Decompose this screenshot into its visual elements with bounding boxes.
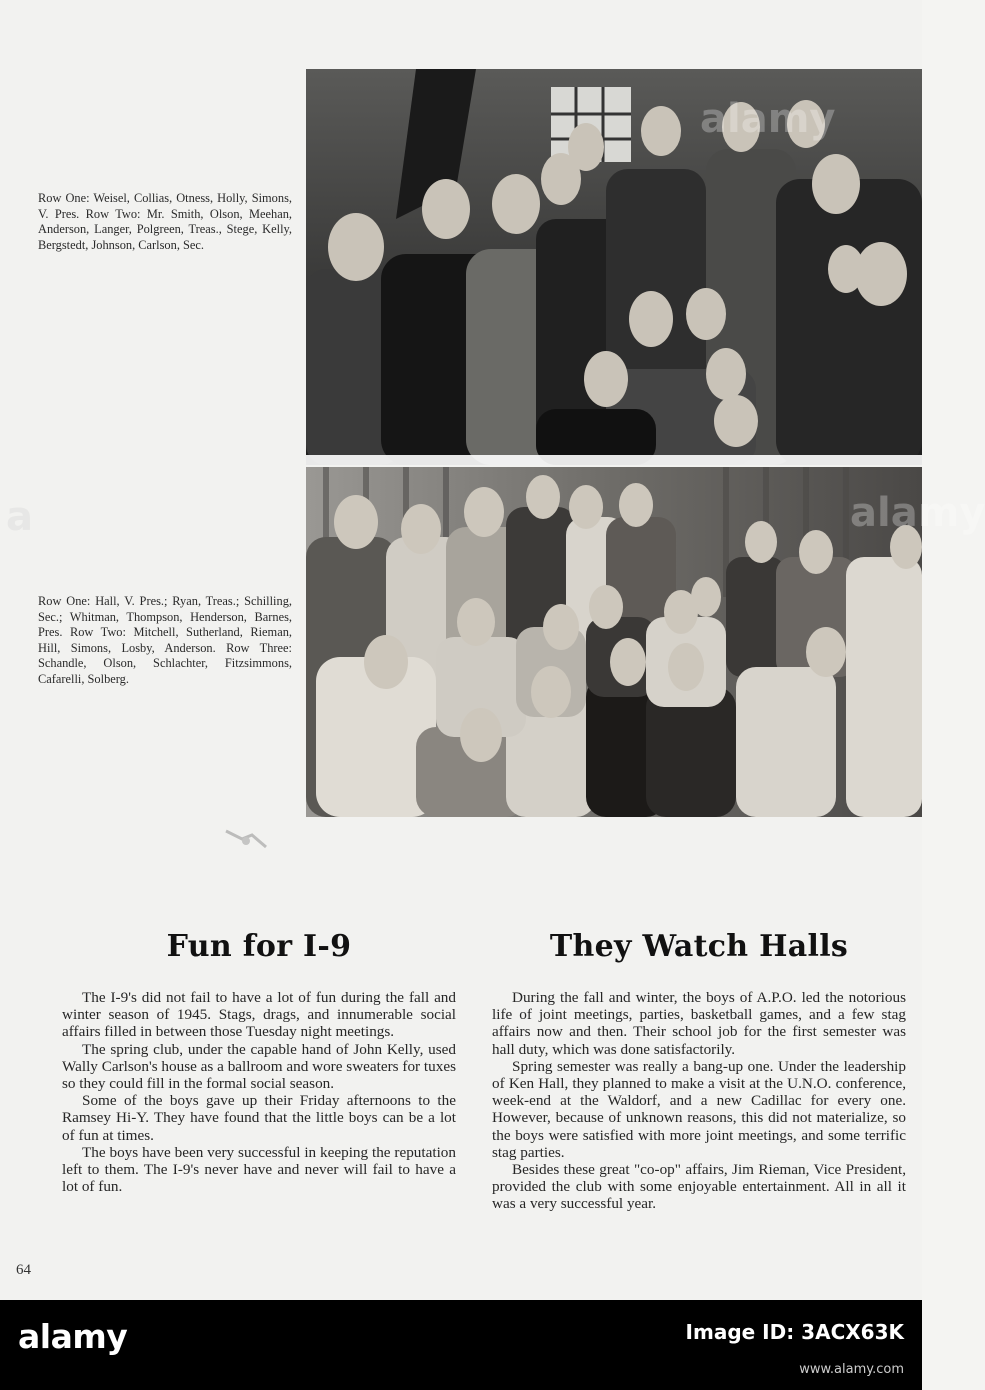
watermark-left: a bbox=[6, 494, 33, 540]
left-paragraph-1: The I-9's did not fail to have a lot of fun during the fall and winter season of 1945. Stags, drags, and innumerable social affairs filled in between those Tuesday night meetings. bbox=[62, 989, 456, 1041]
ink-smudge bbox=[222, 825, 270, 855]
right-article-title: They Watch Halls bbox=[549, 929, 849, 964]
page-number: 64 bbox=[16, 1262, 31, 1278]
left-paragraph-4: The boys have been very successful in keeping the reputation left to them. The I-9's never have and never will fail to have a lot of fun. bbox=[62, 1143, 456, 1196]
right-paragraph-1: During the fall and winter, the boys of A.P.O. led the notorious life of joint meetings, parties, basketball games, and a few stag affairs now and then. Their school job for the first semester was hall duty, which was done satisfactorily. bbox=[492, 989, 906, 1058]
left-article-title: Fun for I-9 bbox=[166, 929, 352, 964]
stock-image-meta bbox=[686, 1318, 904, 1344]
left-paragraph-2: The spring club, under the capable hand of John Kelly, used Wally Carlson's house as a ballroom and wore sweaters for tuxes so they could fill in the formal social season. bbox=[62, 1040, 456, 1093]
bottom-group-photo bbox=[306, 467, 922, 817]
stock-url: www.alamy.com bbox=[799, 1362, 904, 1377]
left-article-body bbox=[62, 989, 456, 1195]
watermark-top: alamy bbox=[700, 96, 836, 142]
watermark-middle: alamy bbox=[850, 490, 985, 536]
right-paragraph-2: Spring semester was really a bang-up one. Under the leadership of Ken Hall, they planned to make a visit at the U.N.O. conference, week-end at the Waldorf, and a new Cadillac for every one. However, because of unknown reasons, this did not materialize, so the boys were satisfied with more joint meetings, and some terrific stag parties. bbox=[492, 1057, 906, 1161]
stock-image-id: Image ID: 3ACX63K bbox=[685, 1320, 904, 1344]
right-article-body bbox=[492, 989, 906, 1213]
bottom-photo-caption: Row One: Hall, V. Pres.; Ryan, Treas.; Schilling, Sec.; Whitman, Thompson, Henderson, Barnes, Pres. Row Two: Mitchell, Sutherland, Rieman, Hill, Simons, Losby, Anderson. Row Three: Schandle, Olson, Schlachter, Fitzsimmons, Cafarelli, Solberg. bbox=[38, 594, 292, 686]
left-paragraph-3: Some of the boys gave up their Friday afternoons to the Ramsey Hi-Y. They have found that the little boys can be a lot of fun at times. bbox=[62, 1092, 456, 1144]
stock-brand-logo: alamy bbox=[18, 1317, 128, 1356]
right-paragraph-3: Besides these great "co-op" affairs, Jim Rieman, Vice President, provided the club with some enjoyable entertainment. All in all it was a very successful year. bbox=[492, 1161, 906, 1213]
stock-banner bbox=[0, 1300, 922, 1390]
top-photo-caption: Row One: Weisel, Collias, Otness, Holly, Simons, V. Pres. Row Two: Mr. Smith, Olson, Meehan, Anderson, Langer, Polgreen, Treas., Stege, Kelly, Bergstedt, Johnson, Carlson, Sec. bbox=[38, 191, 292, 252]
